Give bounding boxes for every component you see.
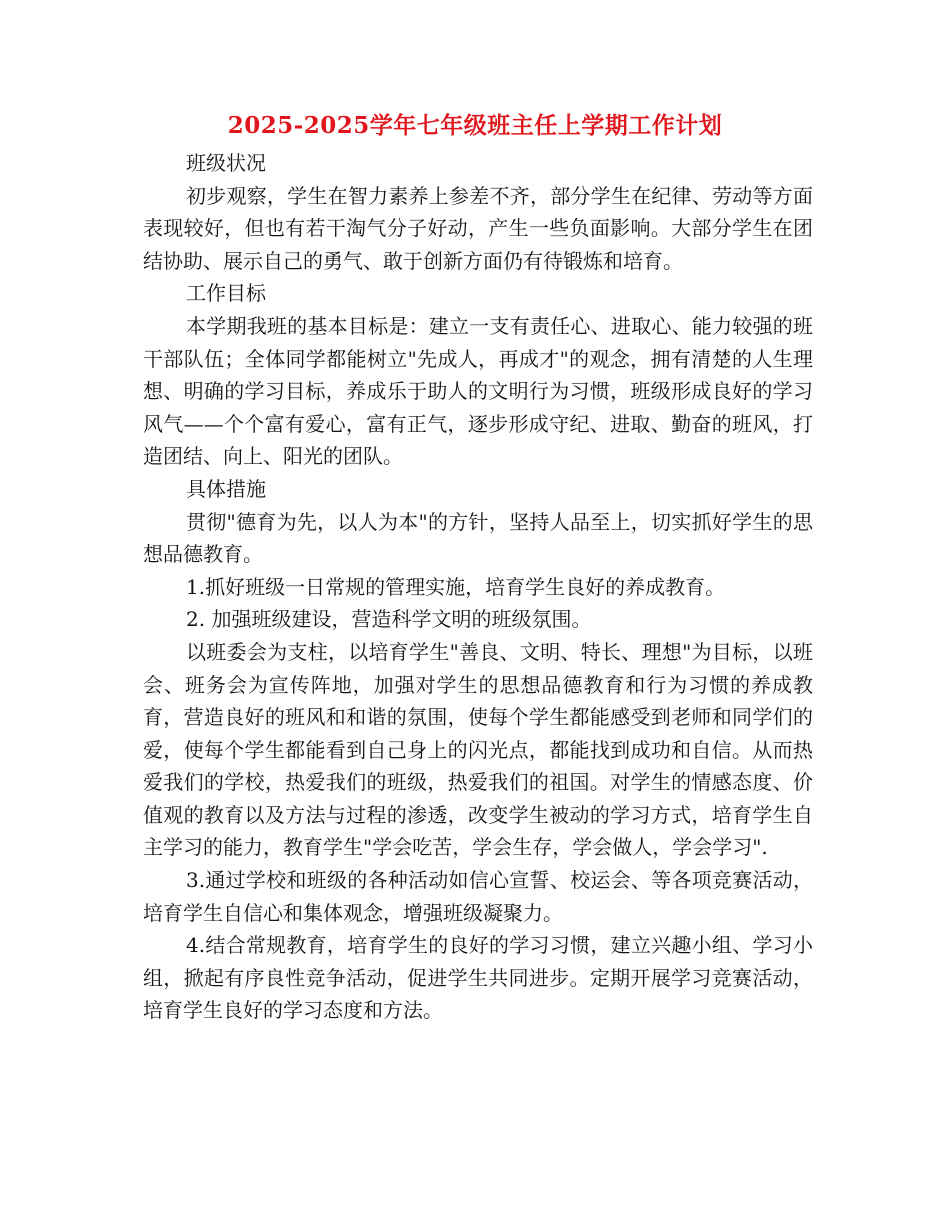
paragraph-measure-3: 3.通过学校和班级的各种活动如信心宣誓、校运会、等各项竞赛活动，培育学生自信心和集体观念，增强班级凝聚力。 (143, 868, 813, 925)
paragraph-work-goals: 本学期我班的基本目标是：建立一支有责任心、进取心、能力较强的班干部队伍；全体同学都能树立"先成人，再成才"的观念，拥有清楚的人生理想、明确的学习目标，养成乐于助人的文明行为习惯，班级形成良好的学习风气——个个富有爱心，富有正气，逐步形成守纪、进取、勤奋的班风，打造团结、向上、阳光的团队。 (143, 313, 813, 469)
document-body (143, 147, 813, 1027)
paragraph-measure-2: 2. 加强班级建设，营造科学文明的班级氛围。 (186, 607, 592, 632)
paragraph-measure-2-detail: 以班委会为支柱，以培育学生"善良、文明、特长、理想"为目标，以班会、班务会为宣传阵地，加强对学生的思想品德教育和行为习惯的养成教育，营造良好的班风和和谐的氛围，使每个学生都能感受到老师和同学们的爱，使每个学生都能看到自己身上的闪光点，都能找到成功和自信。从而热爱我们的学校，热爱我们的班级，热爱我们的祖国。对学生的情感态度、价值观的教育以及方法与过程的渗透，改变学生被动的学习方式，培育学生自主学习的能力，教育学生"学会吃苦，学会生存，学会做人，学会学习". (143, 639, 813, 860)
section-heading-class-status: 班级状况 (186, 151, 266, 175)
paragraph-measures-intro: 贯彻"德育为先，以人为本"的方针，坚持人品至上，切实抓好学生的思想品德教育。 (143, 509, 813, 567)
document-title: 2025-2025学年七年级班主任上学期工作计划 (227, 112, 723, 139)
paragraph-measure-1: 1.抓好班级一日常规的管理实施，培育学生良好的养成教育。 (186, 574, 726, 599)
section-heading-measures: 具体措施 (186, 476, 266, 501)
paragraph-measure-4: 4.结合常规教育，培育学生的良好的学习习惯，建立兴趣小组、学习小组，掀起有序良性竞争活动，促进学生共同进步。定期开展学习竞赛活动，培育学生良好的学习态度和方法。 (143, 933, 813, 1023)
section-heading-work-goals: 工作目标 (186, 281, 266, 306)
paragraph-class-status: 初步观察，学生在智力素养上参差不齐，部分学生在纪律、劳动等方面表现较好，但也有若干淘气分子好动，产生一些负面影响。大部分学生在团结协助、展示自己的勇气、敢于创新方面仍有待锻炼和培育。 (143, 183, 813, 273)
